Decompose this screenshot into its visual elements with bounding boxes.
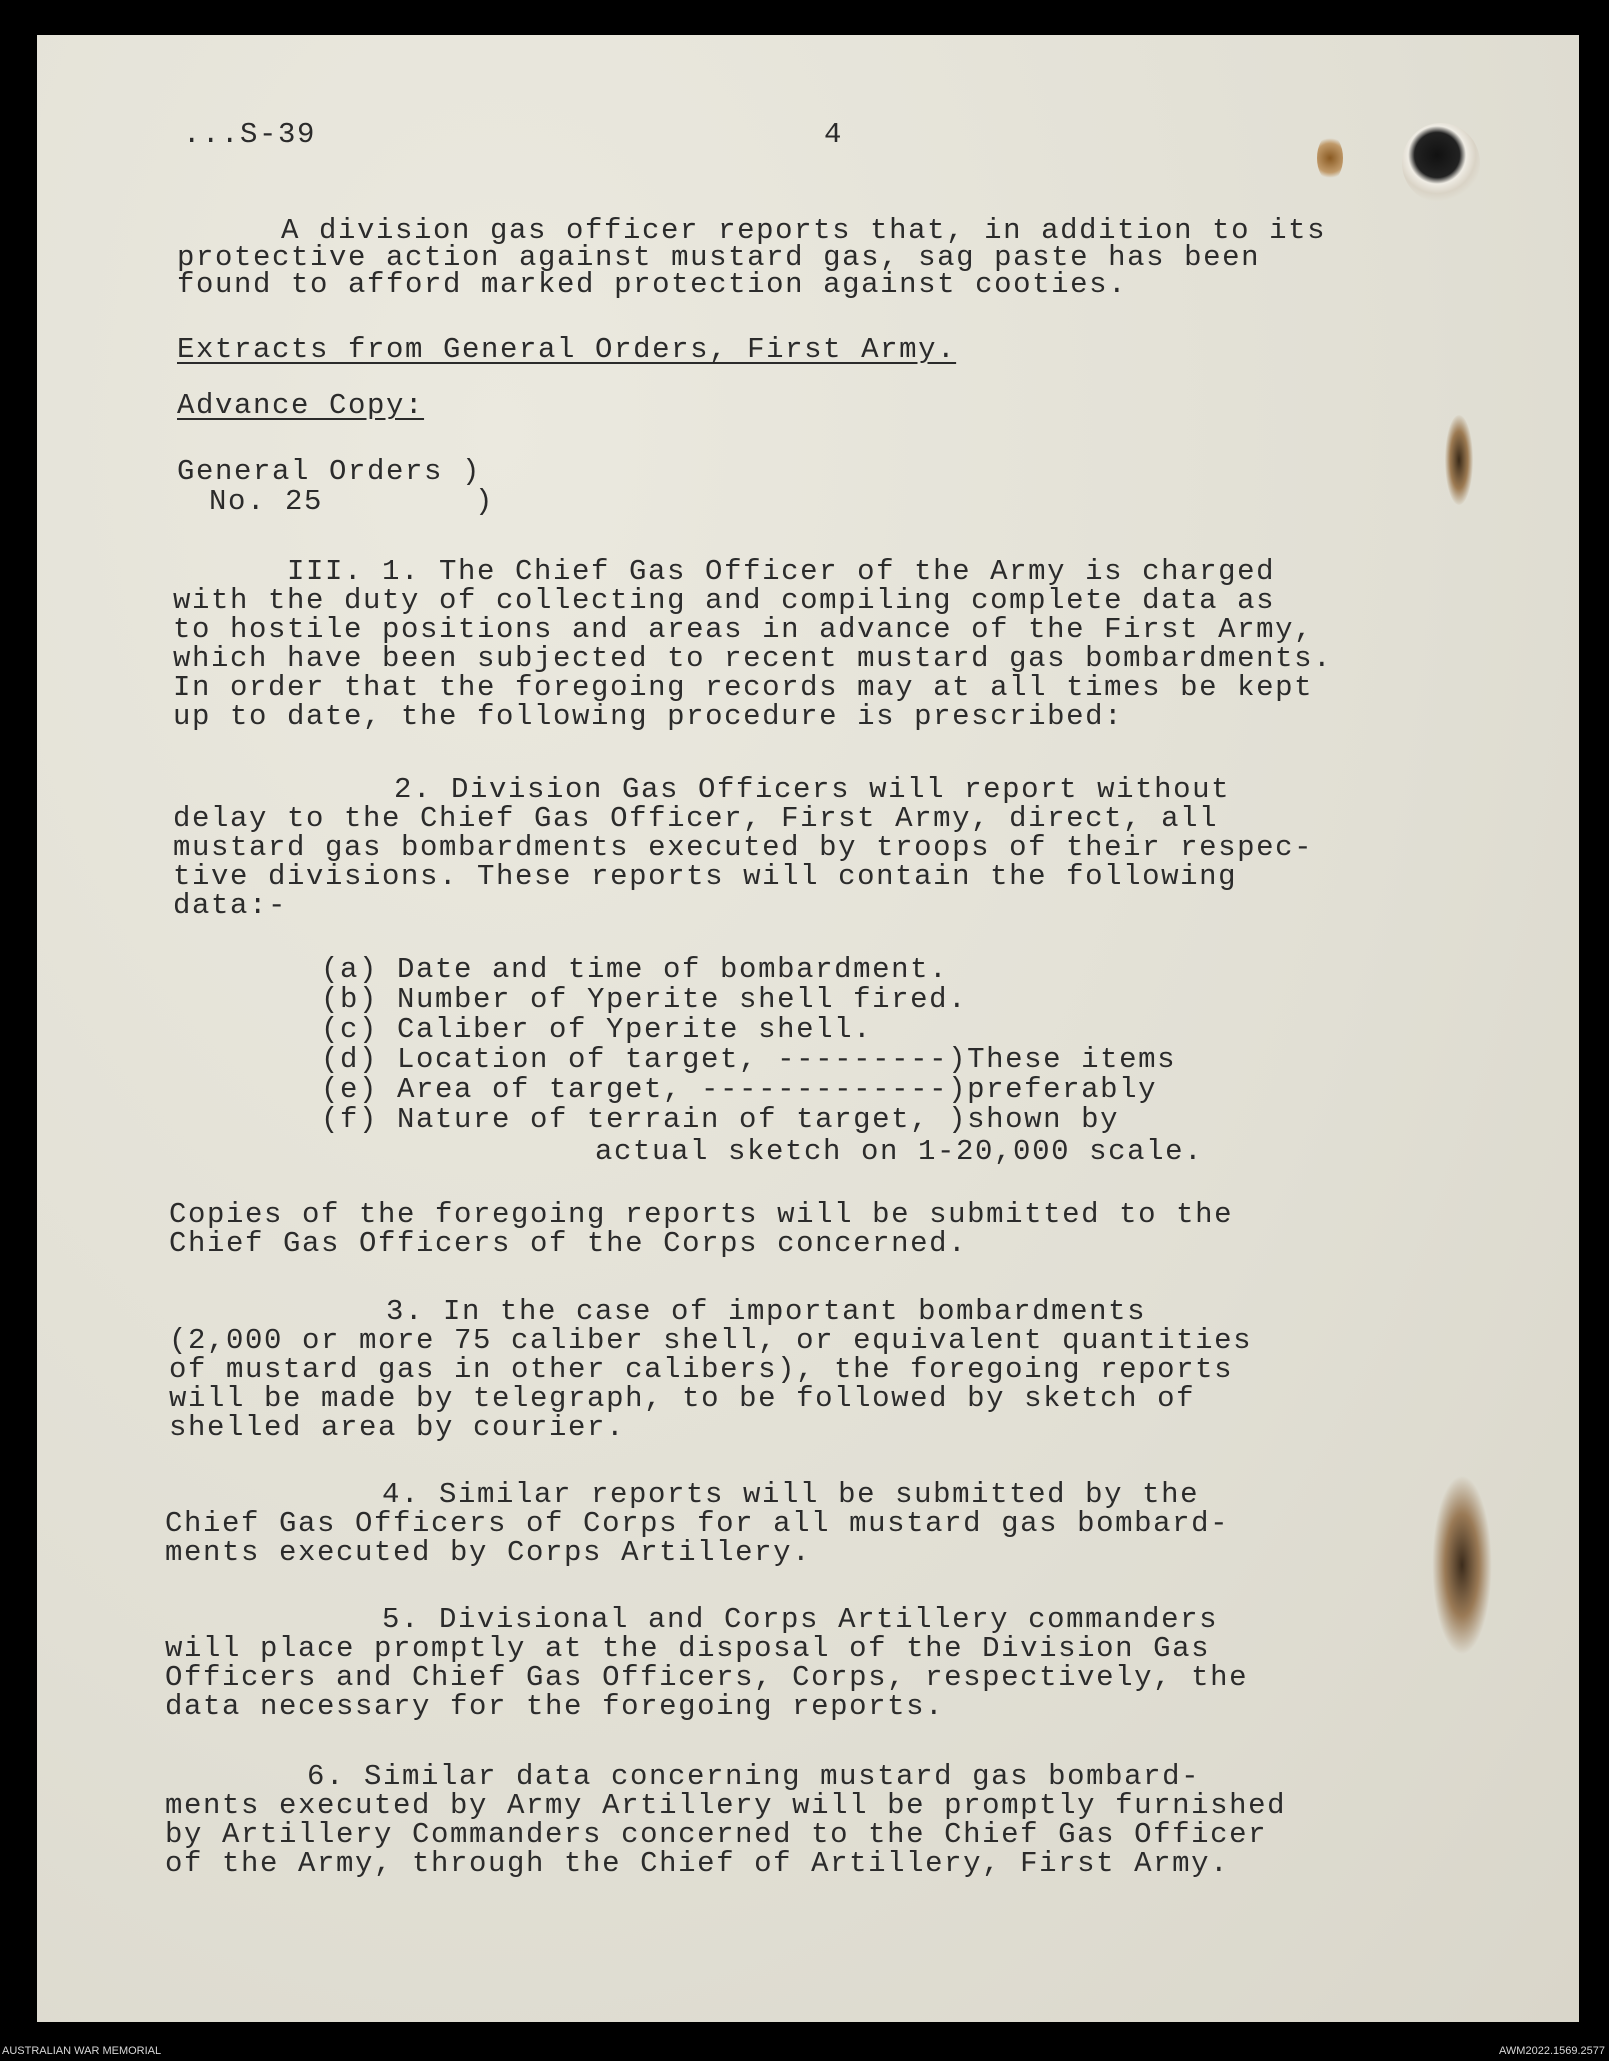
paragraph-5-line: Officers and Chief Gas Officers, Corps, respectively, the xyxy=(165,1661,1249,1694)
paragraph-2-line: mustard gas bombardments executed by troops of their respec- xyxy=(173,831,1314,864)
paragraph-4-line: Chief Gas Officers of Corps for all mustard gas bombard- xyxy=(165,1507,1230,1540)
extracts-heading: Extracts from General Orders, First Army. xyxy=(177,333,957,366)
paragraph-3-line: will be made by telegraph, to be followed by sketch of xyxy=(169,1382,1196,1415)
general-orders-number: No. 25 ) xyxy=(209,485,495,518)
paragraph-4-line: 4. Similar reports will be submitted by the xyxy=(382,1478,1200,1511)
paragraph-1-line: In order that the foregoing records may at all times be kept xyxy=(173,671,1314,704)
paragraph-5-line: 5. Divisional and Corps Artillery commanders xyxy=(382,1603,1219,1636)
paragraph-2-line: tive divisions. These reports will contain the following xyxy=(173,860,1238,893)
paragraph-1-line: up to date, the following procedure is prescribed: xyxy=(173,700,1124,733)
paragraph-2-line: 2. Division Gas Officers will report without xyxy=(394,773,1231,806)
paragraph-2-line: delay to the Chief Gas Officer, First Army, direct, all xyxy=(173,802,1219,835)
paragraph-1-line: which have been subjected to recent mustard gas bombardments. xyxy=(173,642,1333,675)
paragraph-1-line: with the duty of collecting and compiling complete data as xyxy=(173,584,1276,617)
paragraph-6-line: by Artillery Commanders concerned to the Chief Gas Officer xyxy=(165,1818,1268,1851)
burn-mark xyxy=(1445,415,1473,505)
advance-copy-heading: Advance Copy: xyxy=(177,389,425,422)
paragraph-2-line: data:- xyxy=(173,889,288,922)
document-page xyxy=(37,35,1579,2022)
document-reference: ...S-39 xyxy=(183,118,317,151)
paragraph-1-line: to hostile positions and areas in advance of the First Army, xyxy=(173,613,1314,646)
footer-accession-number: AWM2022.1569.2577 xyxy=(1499,2045,1605,2057)
list-tail: actual sketch on 1-20,000 scale. xyxy=(595,1135,1204,1168)
paragraph-6-line: ments executed by Army Artillery will be promptly furnished xyxy=(165,1789,1287,1822)
burn-hole xyxy=(1402,123,1480,203)
paragraph-3-line: of mustard gas in other calibers), the foregoing reports xyxy=(169,1353,1234,1386)
list-item: (d) Location of target, ---------)These items xyxy=(321,1043,1177,1076)
list-item: (e) Area of target, -------------)preferably xyxy=(321,1073,1158,1106)
intro-line: A division gas officer reports that, in addition to its xyxy=(281,214,1327,247)
list-item: (c) Caliber of Yperite shell. xyxy=(321,1013,873,1046)
intro-line: found to afford marked protection against cooties. xyxy=(177,268,1128,301)
paragraph-3-line: (2,000 or more 75 caliber shell, or equivalent quantities xyxy=(169,1324,1253,1357)
copies-line: Chief Gas Officers of the Corps concerned. xyxy=(169,1227,968,1260)
copies-line: Copies of the foregoing reports will be submitted to the xyxy=(169,1198,1234,1231)
intro-line: protective action against mustard gas, sag paste has been xyxy=(177,241,1261,274)
footer-archive-name: AUSTRALIAN WAR MEMORIAL xyxy=(2,2045,162,2057)
list-item: (b) Number of Yperite shell fired. xyxy=(321,983,968,1016)
paragraph-3-line: shelled area by courier. xyxy=(169,1411,626,1444)
page-number: 4 xyxy=(824,118,844,151)
burn-mark xyxy=(1432,1475,1492,1655)
burn-mark xyxy=(1317,135,1343,181)
paragraph-5-line: data necessary for the foregoing reports. xyxy=(165,1690,945,1723)
list-item: (f) Nature of terrain of target, )shown by xyxy=(321,1103,1120,1136)
paragraph-1-line: III. 1. The Chief Gas Officer of the Army is charged xyxy=(287,555,1276,588)
list-item: (a) Date and time of bombardment. xyxy=(321,953,949,986)
paragraph-6-line: 6. Similar data concerning mustard gas bombard- xyxy=(307,1760,1201,1793)
paragraph-6-line: of the Army, through the Chief of Artillery, First Army. xyxy=(165,1847,1230,1880)
paragraph-5-line: will place promptly at the disposal of the Division Gas xyxy=(165,1632,1211,1665)
paragraph-4-line: ments executed by Corps Artillery. xyxy=(165,1536,812,1569)
paragraph-3-line: 3. In the case of important bombardments xyxy=(386,1295,1147,1328)
general-orders-label: General Orders ) xyxy=(177,455,482,488)
